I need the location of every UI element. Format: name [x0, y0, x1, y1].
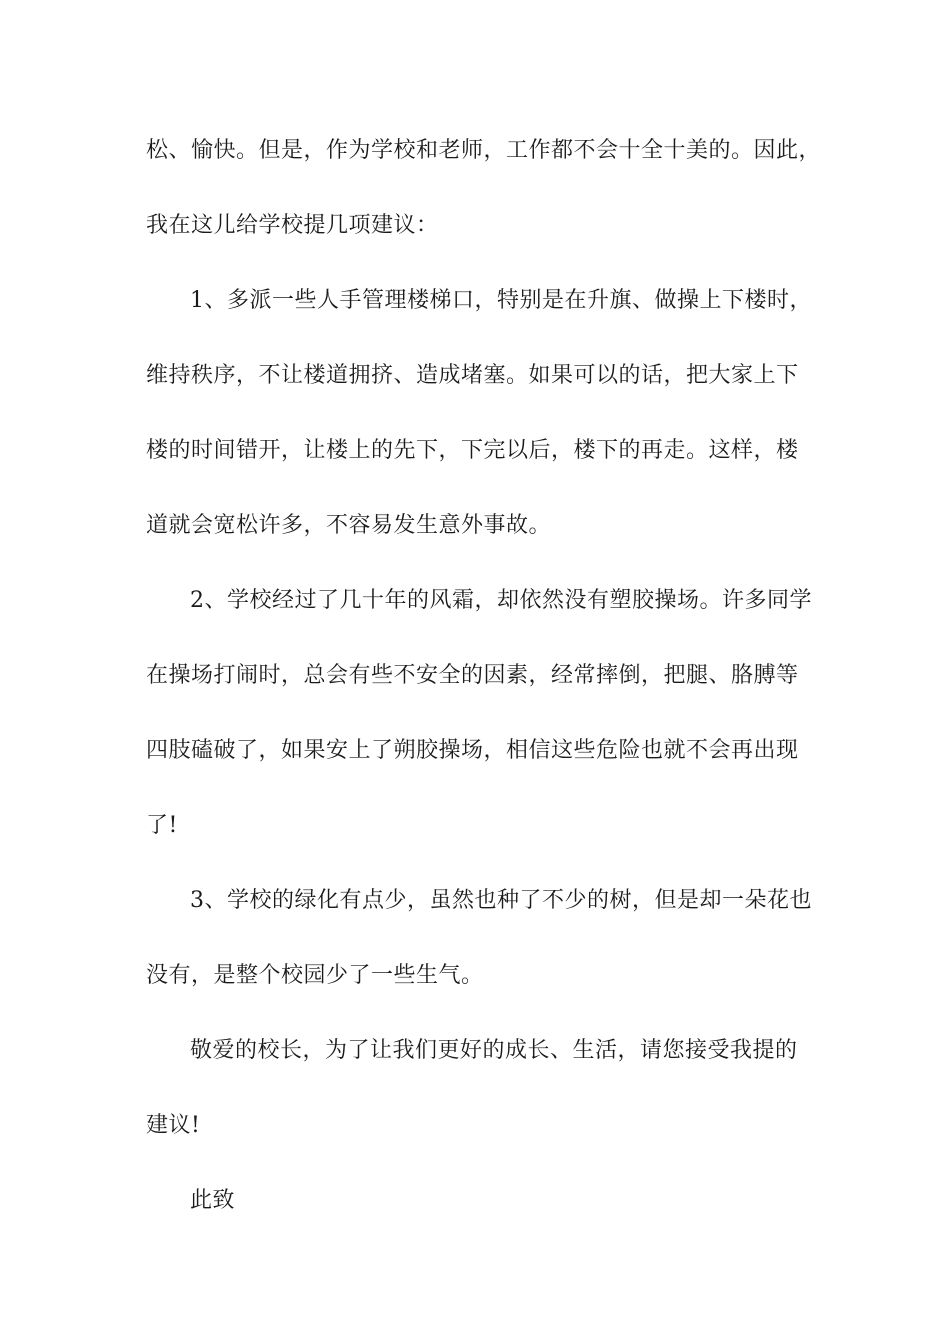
paragraph-line: 在操场打闹时，总会有些不安全的因素，经常摔倒，把腿、胳膊等 [146, 663, 799, 688]
paragraph-line: 没有，是整个校园少了一些生气。 [146, 963, 484, 988]
salutation-line: 此致 [190, 1188, 236, 1213]
suggestion-1-line: 1、多派一些人手管理楼梯口，特别是在升旗、做操上下楼时， [190, 288, 812, 313]
closing-paragraph-line: 敬爱的校长，为了让我们更好的成长、生活，请您接受我提的 [190, 1038, 798, 1063]
paragraph-line: 了! [146, 813, 178, 838]
paragraph-line: 四肢磕破了，如果安上了朔胶操场，相信这些危险也就不会再出现 [146, 738, 799, 763]
paragraph-line: 维持秩序，不让楼道拥挤、造成堵塞。如果可以的话，把大家上下 [146, 363, 799, 388]
suggestion-3-line: 3、学校的绿化有点少，虽然也种了不少的树，但是却一朵花也 [190, 888, 812, 913]
paragraph-line: 我在这儿给学校提几项建议： [146, 213, 439, 238]
paragraph-line: 楼的时间错开，让楼上的先下，下完以后，楼下的再走。这样，楼 [146, 438, 799, 463]
paragraph-line: 松、愉快。但是，作为学校和老师，工作都不会十全十美的。因此， [146, 138, 822, 163]
paragraph-line: 道就会宽松许多，不容易发生意外事故。 [146, 513, 552, 538]
suggestion-2-line: 2、学校经过了几十年的风霜，却依然没有塑胶操场。许多同学 [190, 588, 812, 613]
paragraph-line: 建议! [146, 1113, 201, 1138]
